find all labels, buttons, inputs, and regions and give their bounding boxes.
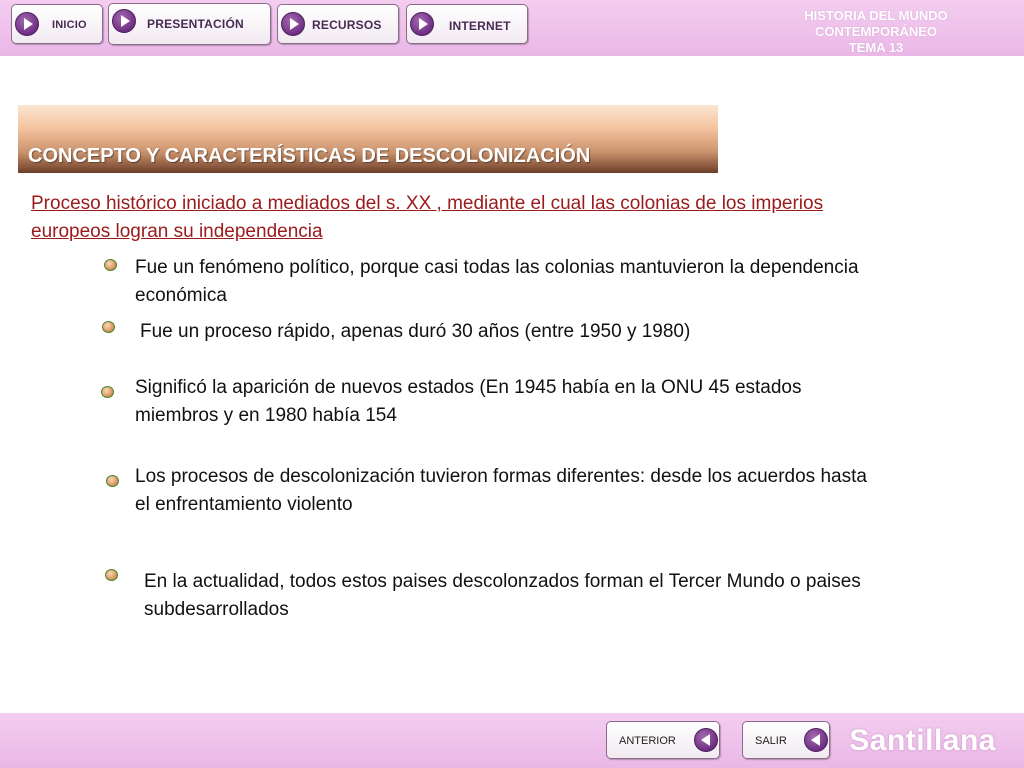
inicio-button[interactable] [11,4,103,44]
bullet-icon [106,475,119,487]
bullet-icon [102,321,115,333]
back-arrow-icon [694,728,718,752]
presentacion-label: PRESENTACIÓN [147,17,244,31]
list-item: En la actualidad, todos estos paises descolonzados forman el Tercer Mundo o paises subdesarrollados [144,571,861,620]
presentacion-button[interactable] [108,3,271,45]
recursos-button[interactable] [277,4,399,44]
play-icon [15,12,39,36]
recursos-label: RECURSOS [312,18,382,32]
play-icon [281,12,305,36]
course-unit: TEMA 13 [848,40,904,55]
play-icon [410,12,434,36]
anterior-button[interactable] [606,721,720,759]
salir-label: SALIR [755,735,787,747]
bullet-icon [101,386,114,398]
course-title [746,8,1006,56]
list-item: Significó la aparición de nuevos estados (En 1945 había en la ONU 45 estados miembros y en 1980 había 154 [135,377,802,426]
course-subject: HISTORIA DEL MUNDO CONTEMPORÁNEO [804,8,948,39]
bullet-icon [105,569,118,581]
play-icon [112,9,136,33]
inicio-label: INICIO [52,19,87,31]
internet-button[interactable] [406,4,528,44]
list-item: Fue un fenómeno político, porque casi todas las colonias mantuvieron la dependencia económica [135,257,859,306]
back-arrow-icon [804,728,828,752]
anterior-label: ANTERIOR [619,735,676,747]
slide-title-box [18,105,718,173]
brand-logo: Santillana [849,724,996,757]
list-item: Fue un proceso rápido, apenas duró 30 años (entre 1950 y 1980) [140,321,691,342]
salir-button[interactable] [742,721,830,759]
internet-label: INTERNET [449,19,511,33]
bullet-icon [104,259,117,271]
list-item: Los procesos de descolonización tuvieron formas diferentes: desde los acuerdos hasta el enfrentamiento violento [135,466,867,515]
slide-title: CONCEPTO Y CARACTERÍSTICAS DE DESCOLONIZACIÓN [28,145,591,167]
definition-text: Proceso histórico iniciado a mediados del s. XX , mediante el cual las colonias de los imperios europeos logran su independencia [31,193,824,242]
